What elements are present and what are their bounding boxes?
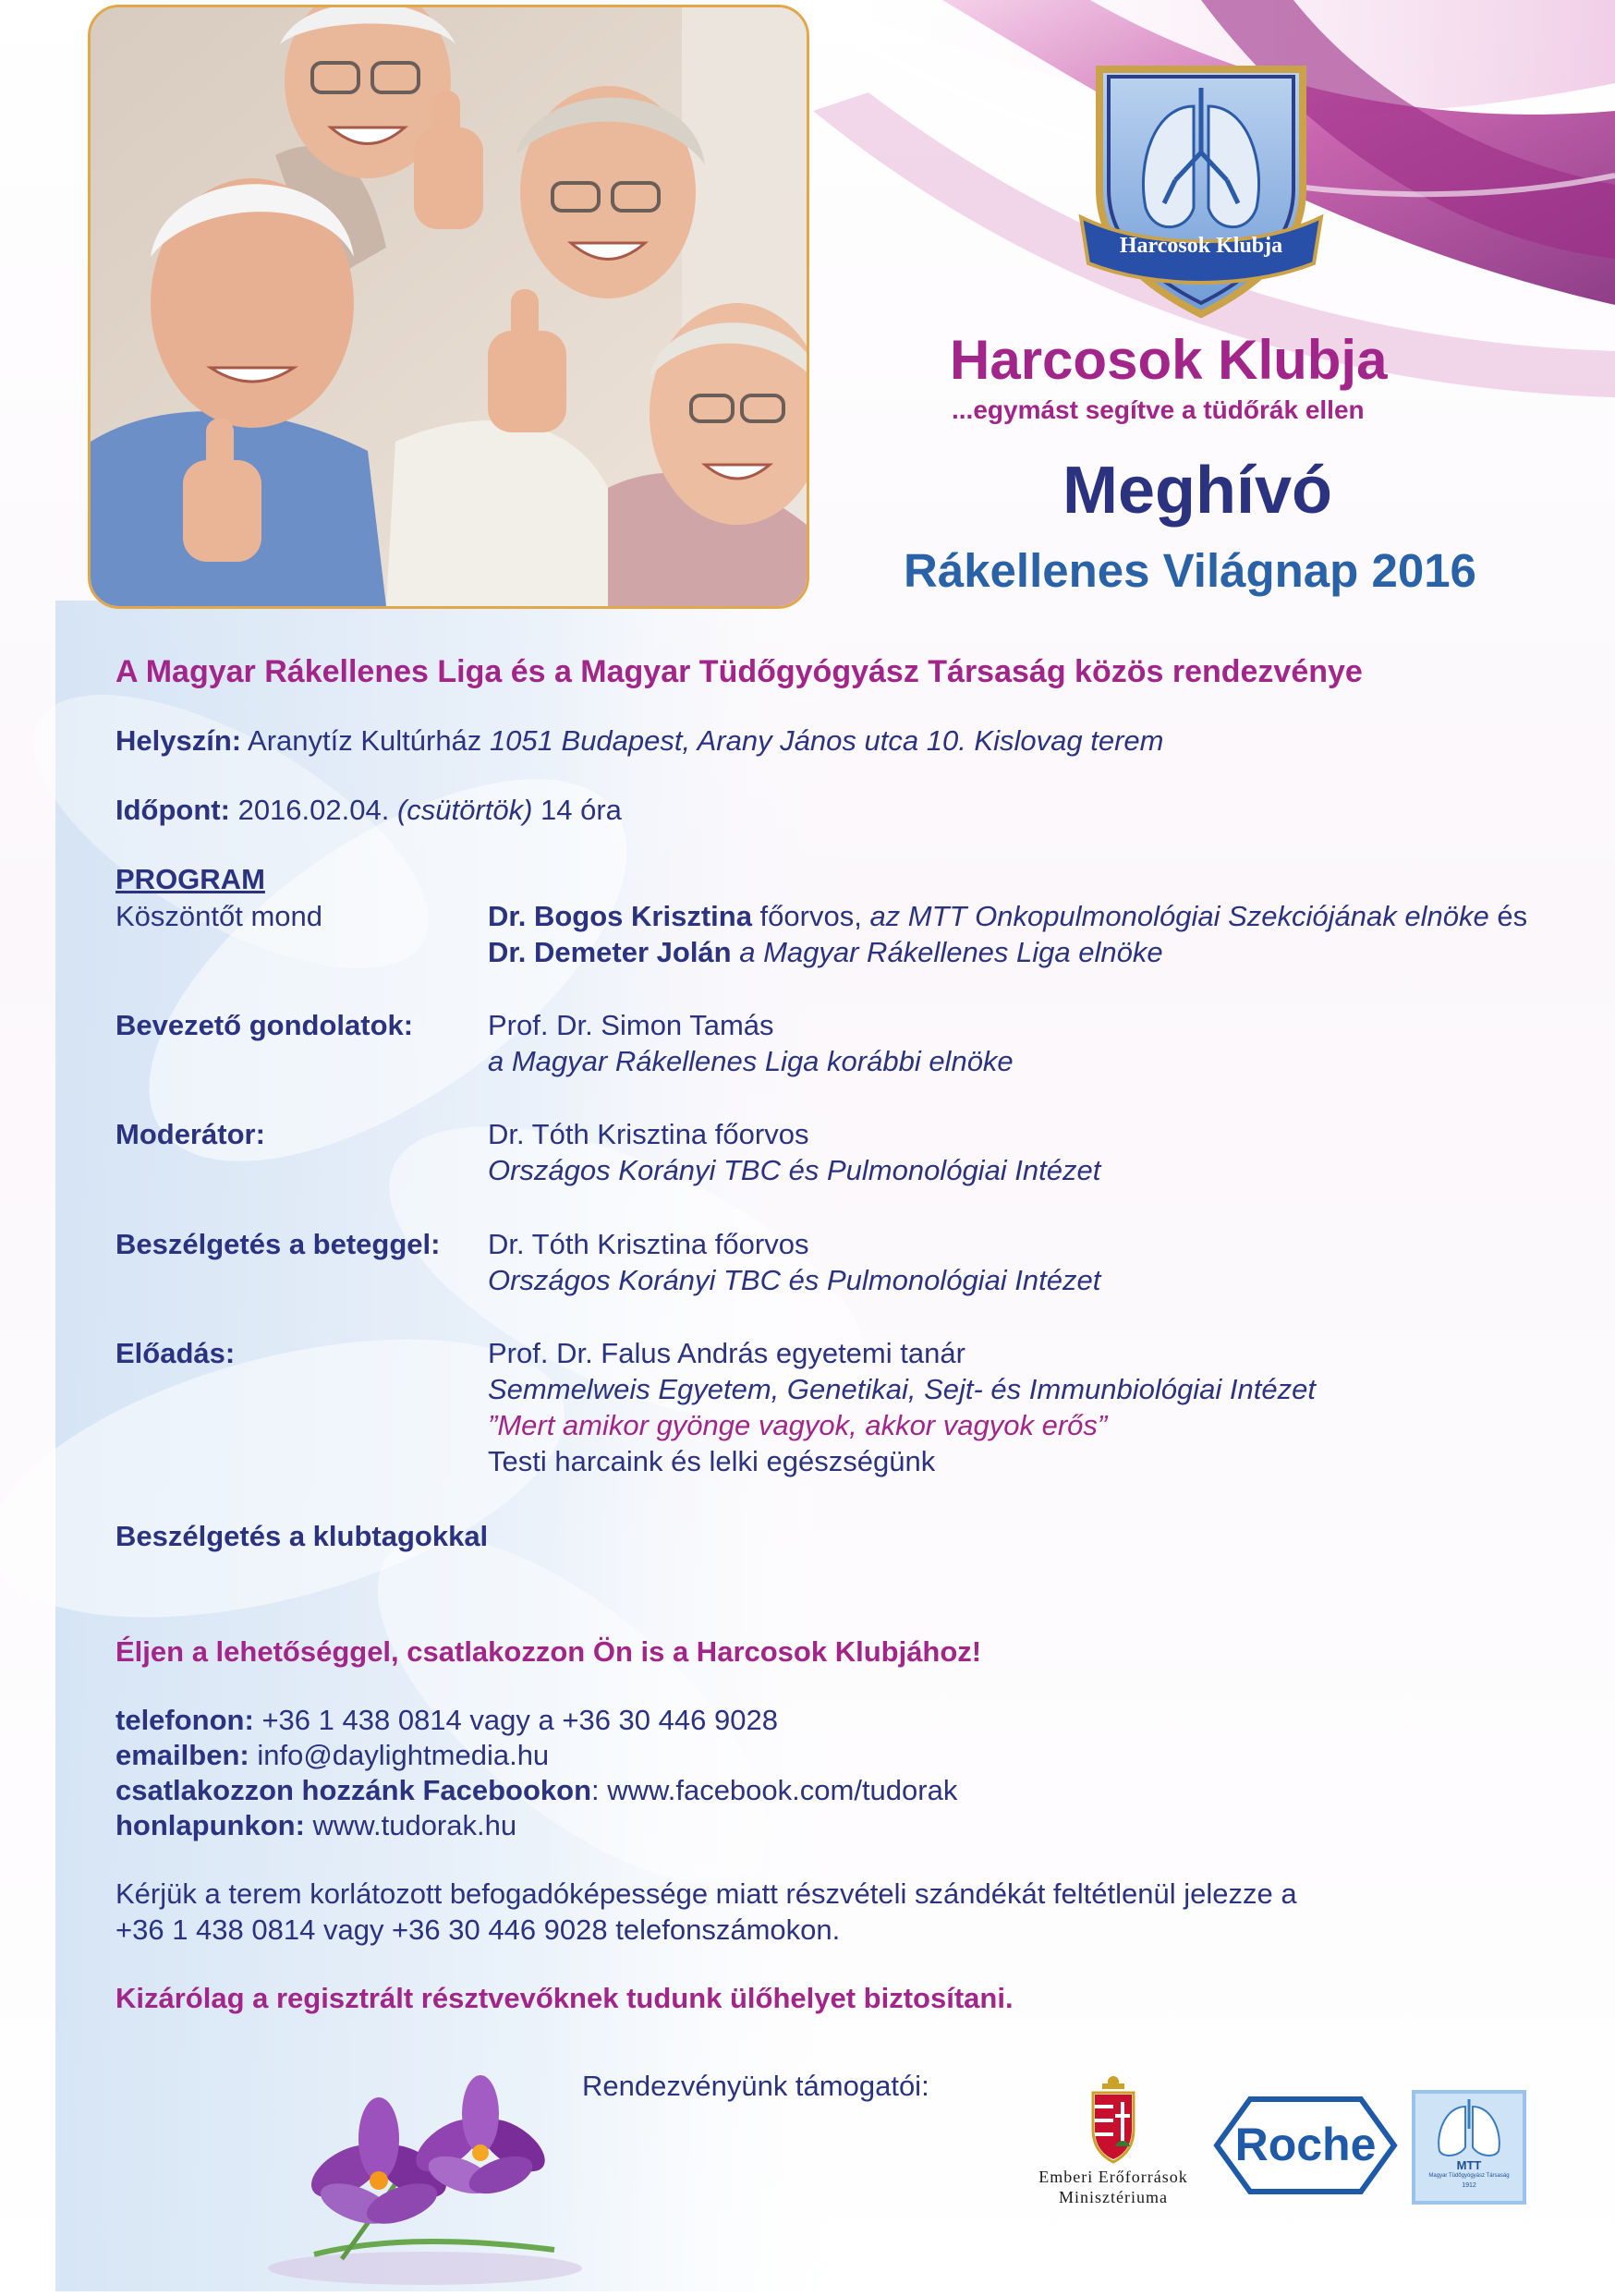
- badge-ribbon-text: Harcosok Klubja: [1119, 234, 1283, 258]
- program-label-moderator: Moderátor:: [115, 1118, 265, 1150]
- organizers-line: A Magyar Rákellenes Liga és a Magyar Tüdőgyógyász Társaság közös rendezvénye: [115, 654, 1363, 689]
- time-label: Időpont:: [115, 794, 230, 826]
- facebook-label: csatlakozzon hozzánk Facebookon: [115, 1774, 592, 1806]
- contact-facebook: [115, 1772, 957, 1808]
- event-name: Rákellenes Világnap 2016: [904, 544, 1476, 597]
- ministry-name-line-2: Minisztériuma: [1059, 2188, 1168, 2206]
- mtt-abbr: MTT: [1456, 2158, 1482, 2172]
- email-label: emailben:: [115, 1739, 249, 1771]
- program-welcome-line-1: [488, 898, 1527, 934]
- email-link[interactable]: info@daylightmedia.hu: [257, 1739, 550, 1771]
- contact-email: [115, 1737, 549, 1773]
- welcome-speaker-1-role: főorvos,: [751, 900, 870, 932]
- sponsors-label: Rendezvényünk támogatói:: [582, 2070, 929, 2102]
- program-label-patient-talk: Beszélgetés a beteggel:: [115, 1228, 441, 1260]
- ministry-logo: [1012, 2074, 1215, 2213]
- facebook-link[interactable]: : www.facebook.com/tudorak: [591, 1774, 958, 1806]
- website-label: honlapunkon:: [115, 1809, 305, 1841]
- patient-talk-org: Országos Korányi TBC és Pulmonológiai Intézet: [488, 1264, 1101, 1296]
- ministry-name-line-1: Emberi Erőforrások: [1038, 2168, 1188, 2186]
- notice-line-1: Kérjük a terem korlátozott befogadóképessége miatt részvételi szándékát feltétlenül jelezze a: [115, 1877, 1297, 1910]
- mtt-year: 1912: [1462, 2182, 1476, 2189]
- invite-title: Meghívó: [1062, 454, 1333, 528]
- contact-phone: [115, 1702, 778, 1738]
- time-date: 2016.02.04.: [237, 794, 390, 826]
- venue-place: Aranytíz Kultúrház: [248, 724, 482, 757]
- roche-wordmark: Roche: [1234, 2119, 1377, 2170]
- venue-line: [115, 723, 1163, 759]
- ministry-name: [1012, 2167, 1215, 2207]
- welcome-speaker-1-org: az MTT Onkopulmonológiai Szekciójának elnöke: [869, 900, 1489, 932]
- roche-logo: [1213, 2096, 1398, 2195]
- seating-notice: Kizárólag a regisztrált résztvevőknek tudunk ülőhelyet biztosítani.: [115, 1982, 1014, 2014]
- lecture-speaker-org: Semmelweis Egyetem, Genetikai, Sejt- és Immunbiológiai Intézet: [488, 1373, 1316, 1405]
- time-hour: 14 óra: [540, 794, 622, 826]
- club-tagline: ...egymást segítve a tüdőrák ellen: [952, 395, 1365, 424]
- flower-icon: [259, 2023, 591, 2291]
- welcome-speaker-2-org: a Magyar Rákellenes Liga elnöke: [731, 936, 1163, 968]
- mtt-name: Magyar Tüdőgyógyász Társaság: [1428, 2173, 1510, 2179]
- join-headline: Éljen a lehetőséggel, csatlakozzon Ön is a Harcosok Klubjához!: [115, 1635, 982, 1668]
- mtt-lungs-icon: [1415, 2097, 1523, 2162]
- program-welcome-line-2: [488, 934, 1163, 970]
- time-day: (csütörtök): [396, 794, 533, 826]
- notice-line-2: +36 1 438 0814 vagy +36 30 446 9028 telefonszámokon.: [115, 1913, 841, 1946]
- venue-address: 1051 Budapest, Arany János utca 10. Kislovag terem: [489, 724, 1164, 757]
- welcome-speaker-2: Dr. Demeter Jolán: [488, 936, 732, 968]
- patient-talk-host: Dr. Tóth Krisztina főorvos: [488, 1228, 809, 1260]
- welcome-and: és: [1488, 900, 1528, 932]
- club-badge-logo: [1072, 51, 1330, 328]
- intro-speaker-org: a Magyar Rákellenes Liga korábbi elnöke: [488, 1045, 1014, 1077]
- phone-label: telefonon:: [115, 1704, 254, 1736]
- lecture-speaker: Prof. Dr. Falus András egyetemi tanár: [488, 1337, 965, 1369]
- intro-speaker: Prof. Dr. Simon Tamás: [488, 1009, 774, 1041]
- phone-value: +36 1 438 0814 vagy a +36 30 446 9028: [261, 1704, 778, 1736]
- mtt-logo: [1412, 2090, 1526, 2205]
- welcome-speaker-1: Dr. Bogos Krisztina: [488, 900, 752, 932]
- program-label-intro: Bevezető gondolatok:: [115, 1009, 414, 1041]
- website-link[interactable]: www.tudorak.hu: [312, 1809, 517, 1841]
- hungarian-coat-of-arms-icon: [1012, 2074, 1215, 2167]
- program-label-lecture: Előadás:: [115, 1337, 236, 1369]
- program-label-welcome: Köszöntőt mond: [115, 900, 323, 932]
- moderator-org: Országos Korányi TBC és Pulmonológiai Intézet: [488, 1154, 1101, 1186]
- program-heading: PROGRAM: [115, 863, 265, 895]
- lecture-title: Testi harcaink és lelki egészségünk: [488, 1445, 936, 1477]
- time-line: [115, 792, 622, 828]
- moderator-name: Dr. Tóth Krisztina főorvos: [488, 1118, 809, 1150]
- seniors-photo: [88, 5, 809, 609]
- club-name: Harcosok Klubja: [950, 329, 1388, 391]
- contact-website: [115, 1807, 516, 1843]
- venue-label: Helyszín:: [115, 724, 242, 757]
- program-closing: Beszélgetés a klubtagokkal: [115, 1520, 489, 1552]
- lungs-shield-icon: [1072, 51, 1330, 328]
- crocus-flowers-illustration: [259, 2023, 591, 2291]
- lecture-quote: ”Mert amikor gyönge vagyok, akkor vagyok erős”: [488, 1409, 1108, 1441]
- seniors-thumbs-up-illustration: [91, 7, 807, 606]
